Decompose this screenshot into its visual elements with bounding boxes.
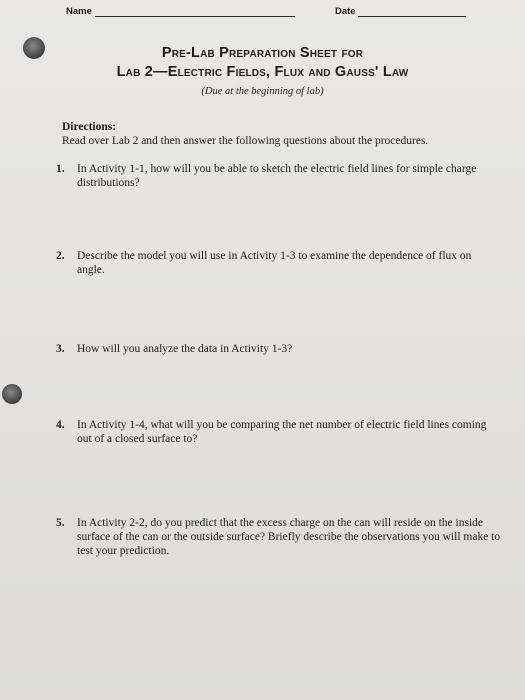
question-number: 3. xyxy=(56,343,65,355)
binder-hole xyxy=(2,384,22,404)
question-number: 1. xyxy=(56,163,65,175)
question-number: 5. xyxy=(56,517,65,529)
question-number: 4. xyxy=(56,419,65,431)
question-text: How will you analyze the data in Activity 1-3? xyxy=(77,343,293,355)
question-text: In Activity 2-2, do you predict that the excess charge on the can will reside on the inside surface of the can or the outside surface? Briefly describe the observations you will make to test your prediction. xyxy=(77,517,501,557)
question-text: In Activity 1-1, how will you be able to sketch the electric field lines for simple charge distributions? xyxy=(77,163,477,189)
date-label: Date xyxy=(335,6,356,17)
question-text: Describe the model you will use in Activity 1-3 to examine the dependence of flux on angle. xyxy=(77,250,472,276)
directions-text: Read over Lab 2 and then answer the following questions about the procedures. xyxy=(62,135,429,147)
title-line-2: Lab 2—Electric Fields, Flux and Gauss' Law xyxy=(116,64,409,80)
date-field-line[interactable] xyxy=(358,16,466,17)
question-number: 2. xyxy=(56,250,65,262)
due-note: (Due at the beginning of lab) xyxy=(201,86,324,97)
title-line-1: Pre-Lab Preparation Sheet for xyxy=(161,45,364,61)
directions-heading: Directions: xyxy=(62,121,117,133)
question-text: In Activity 1-4, what will you be comparing the net number of electric field lines coming out of a closed surface to? xyxy=(77,419,487,445)
name-field-line[interactable] xyxy=(95,16,295,17)
name-label: Name xyxy=(66,6,92,17)
